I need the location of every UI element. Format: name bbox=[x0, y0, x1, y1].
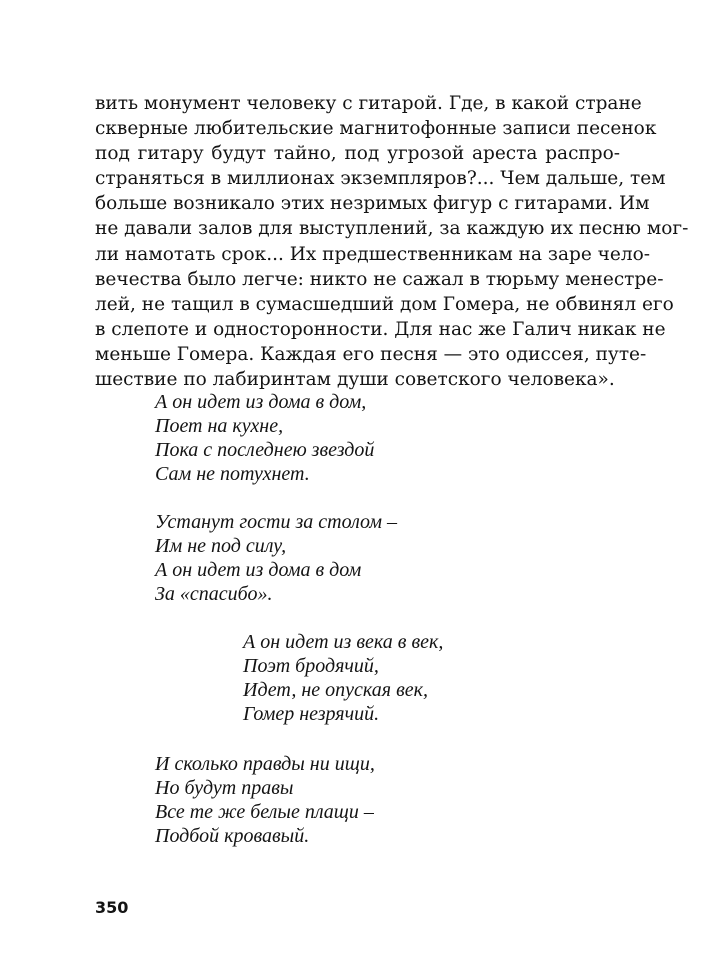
verse-line: Устанут гости за столом – bbox=[155, 511, 398, 533]
prose-line: скверные любительские магнитофонные записи песенок bbox=[95, 118, 657, 140]
verse-line: А он идет из дома в дом, bbox=[155, 391, 367, 413]
prose-line: страняться в миллионах экземпляров?... Чем дальше, тем bbox=[95, 168, 666, 190]
prose-line: не давали залов для выступлений, за каждую их песню мог- bbox=[95, 218, 689, 240]
verse-line: Подбой кровавый. bbox=[155, 825, 310, 847]
verse-line: Сам не потухнет. bbox=[155, 463, 310, 485]
verse-line: Им не под силу, bbox=[155, 535, 287, 557]
verse-line: А он идет из дома в дом bbox=[155, 559, 362, 581]
prose-paragraph bbox=[95, 91, 689, 392]
prose-line: лей, не тащил в сумасшедший дом Гомера, не обвинял его bbox=[95, 293, 674, 315]
prose-line: вить монумент человеку с гитарой. Где, в какой стране bbox=[95, 93, 642, 114]
prose-line: под гитару будут тайно, под угрозой ареста распро- bbox=[95, 143, 620, 165]
page-number: 350 bbox=[95, 898, 129, 917]
verse-line: Все те же белые плащи – bbox=[155, 801, 374, 823]
poem-stanza-1 bbox=[155, 390, 374, 486]
verse-line: Но будут правы bbox=[155, 777, 294, 799]
verse-line: За «спасибо». bbox=[155, 583, 273, 605]
prose-line: больше возникало этих незримых фигур с гитарами. Им bbox=[95, 193, 650, 215]
prose-line: вечества было легче: никто не сажал в тюрьму менестре- bbox=[95, 268, 664, 290]
verse-line: И сколько правды ни ищи, bbox=[155, 753, 375, 775]
prose-line: в слепоте и односторонности. Для нас же Галич никак не bbox=[95, 318, 666, 340]
poem-stanza-3 bbox=[243, 630, 443, 726]
verse-line: Поет на кухне, bbox=[155, 415, 284, 437]
prose-line: ли намотать срок... Их предшественникам на заре чело- bbox=[95, 243, 650, 265]
poem-stanza-4 bbox=[155, 752, 375, 848]
poem-stanza-2 bbox=[155, 510, 397, 606]
verse-line: Гомер незрячий. bbox=[243, 703, 380, 725]
verse-line: Идет, не опуская век, bbox=[243, 679, 428, 701]
prose-line: шествие по лабиринтам души советского человека». bbox=[95, 369, 615, 391]
verse-line: А он идет из века в век, bbox=[243, 631, 444, 653]
verse-line: Пока с последнею звездой bbox=[155, 439, 375, 461]
verse-line: Поэт бродячий, bbox=[243, 655, 379, 677]
prose-line: меньше Гомера. Каждая его песня — это одиссея, путе- bbox=[95, 343, 647, 365]
